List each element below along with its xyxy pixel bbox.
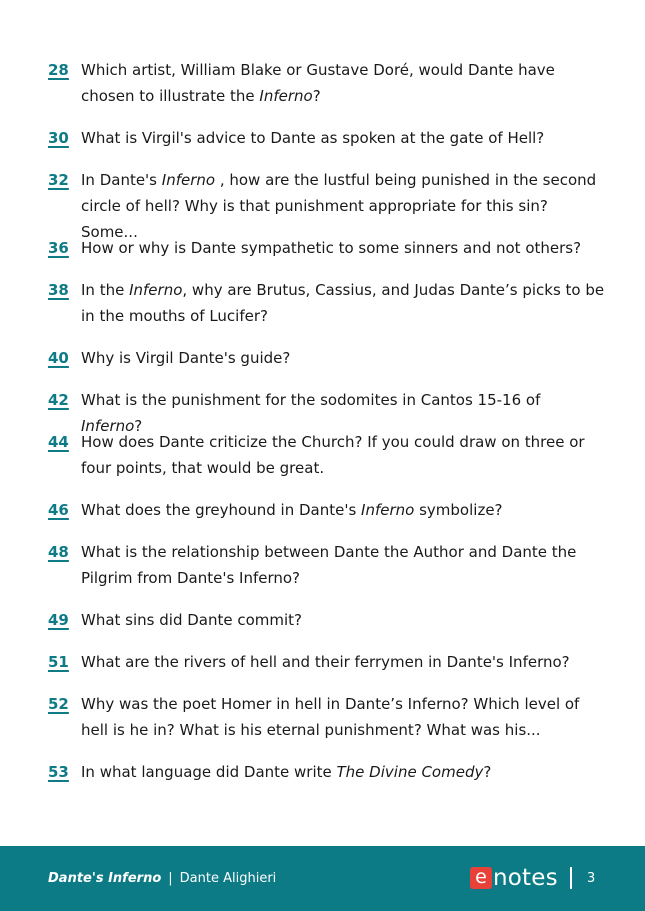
toc-page-link[interactable]: 49 xyxy=(48,611,69,629)
toc-question-text: What does the greyhound in Dante's xyxy=(81,501,362,519)
toc-page-link[interactable]: 53 xyxy=(48,763,69,781)
toc-question-text: In the xyxy=(81,281,130,299)
toc-question[interactable] xyxy=(81,649,606,675)
toc-item[interactable] xyxy=(48,539,608,591)
toc-question-text: ? xyxy=(312,87,321,105)
footer-title xyxy=(48,870,276,888)
toc-question-text: What is Virgil's advice to Dante as spoken at the gate of Hell? xyxy=(81,129,545,147)
toc-item[interactable] xyxy=(48,759,608,785)
toc-item[interactable] xyxy=(48,235,608,261)
toc-question-text: What are the rivers of hell and their ferrymen in Dante's Inferno? xyxy=(81,653,570,671)
toc-item[interactable] xyxy=(48,345,608,371)
logo-wordmark: notes xyxy=(493,865,558,891)
toc-item[interactable] xyxy=(48,607,608,633)
toc-page-link[interactable]: 52 xyxy=(48,695,69,713)
toc-question[interactable] xyxy=(81,607,606,633)
toc-item[interactable] xyxy=(48,429,608,481)
toc-page-link[interactable]: 36 xyxy=(48,239,69,257)
toc-question-text: symbolize? xyxy=(414,501,503,519)
toc-question-text: How does Dante criticize the Church? If you could draw on three or four points, that would be great. xyxy=(81,433,585,477)
toc-question[interactable] xyxy=(81,429,606,481)
footer-author: Dante Alighieri xyxy=(179,871,277,886)
toc-question-italic: Inferno xyxy=(361,501,415,519)
toc-question-text: How or why is Dante sympathetic to some sinners and not others? xyxy=(81,239,582,257)
toc-question-italic: Inferno xyxy=(161,171,216,189)
toc-question[interactable] xyxy=(81,759,606,785)
toc-item[interactable] xyxy=(48,125,608,151)
toc-question[interactable] xyxy=(81,277,606,329)
toc-page-link[interactable]: 51 xyxy=(48,653,69,671)
toc-question-text: , how are the lustful being punished in the second circle of hell? Why is that punishment appropriate for this sin? Some... xyxy=(81,171,597,241)
toc-page-link[interactable]: 40 xyxy=(48,349,69,367)
toc-question-text: Why is Virgil Dante's guide? xyxy=(81,349,291,367)
toc-page-link[interactable]: 48 xyxy=(48,543,69,561)
toc-question[interactable] xyxy=(81,167,606,245)
toc-question-text: In what language did Dante write xyxy=(81,763,337,781)
toc-question-text: What sins did Dante commit? xyxy=(81,611,303,629)
toc-question-text: In Dante's xyxy=(81,171,162,189)
toc-question-text: What is the punishment for the sodomites in Cantos 15-16 of xyxy=(81,391,541,409)
toc-question-italic: Inferno xyxy=(81,417,135,435)
toc-item[interactable] xyxy=(48,691,608,743)
toc-question-text: ? xyxy=(134,417,143,435)
toc-item[interactable] xyxy=(48,277,608,329)
toc-question-italic: The Divine Comedy xyxy=(336,763,484,781)
toc-question[interactable] xyxy=(81,57,606,109)
toc-question-text: , why are Brutus, Cassius, and Judas Dante’s picks to be in the mouths of Lucifer? xyxy=(81,281,605,325)
toc-page-link[interactable]: 38 xyxy=(48,281,69,299)
toc-question[interactable] xyxy=(81,497,606,523)
toc-question[interactable] xyxy=(81,345,606,371)
toc-page-link[interactable]: 28 xyxy=(48,61,69,79)
toc-question[interactable] xyxy=(81,539,606,591)
footer-divider xyxy=(570,867,572,889)
toc-question-italic: Inferno xyxy=(259,87,313,105)
toc-page-link[interactable]: 42 xyxy=(48,391,69,409)
toc-page-link[interactable]: 30 xyxy=(48,129,69,147)
toc-question-italic: Inferno xyxy=(129,281,183,299)
toc-item[interactable] xyxy=(48,497,608,523)
toc-question[interactable] xyxy=(81,125,606,151)
toc-item[interactable] xyxy=(48,167,608,245)
toc-page-link[interactable]: 32 xyxy=(48,171,69,189)
enotes-logo[interactable] xyxy=(470,866,558,890)
toc-question[interactable] xyxy=(81,235,606,261)
page-number: 3 xyxy=(587,871,596,886)
logo-e-icon: e xyxy=(470,867,492,889)
toc-item[interactable] xyxy=(48,649,608,675)
page-footer xyxy=(0,846,645,911)
toc-question[interactable] xyxy=(81,691,606,743)
toc-page-link[interactable]: 44 xyxy=(48,433,69,451)
toc-item[interactable] xyxy=(48,57,608,109)
toc-question-text: ? xyxy=(483,763,492,781)
footer-separator: | xyxy=(168,871,173,886)
toc-question-text: Why was the poet Homer in hell in Dante’s Inferno? Which level of hell is he in? What is his eternal punishment? What was his... xyxy=(81,695,580,739)
toc-page-link[interactable]: 46 xyxy=(48,501,69,519)
toc-question-text: Which artist, William Blake or Gustave Doré, would Dante have chosen to illustrate the xyxy=(81,61,555,105)
toc-question-text: What is the relationship between Dante the Author and Dante the Pilgrim from Dante's Inferno? xyxy=(81,543,577,587)
footer-book-title: Dante's Inferno xyxy=(48,871,162,886)
